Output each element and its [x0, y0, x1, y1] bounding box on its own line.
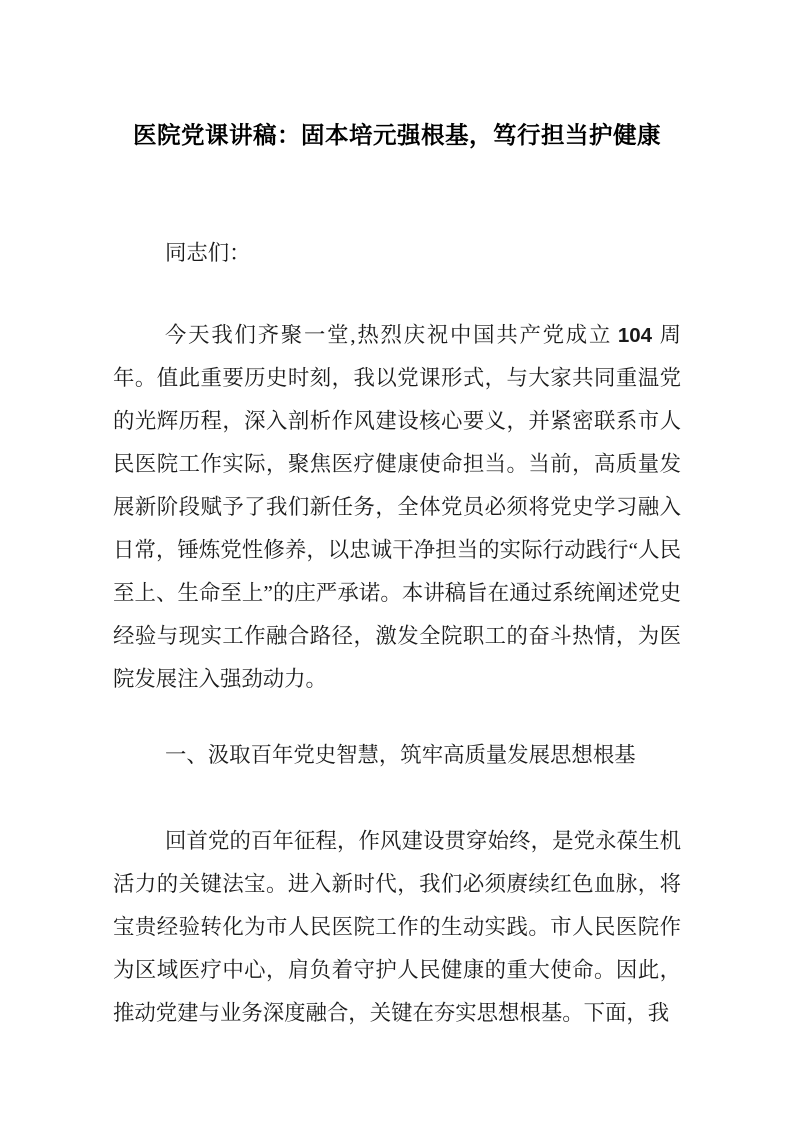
paragraph-intro	[113, 314, 681, 701]
anniversary-number: 104	[617, 324, 653, 347]
intro-text-before-number: 今天我们齐聚一堂,热烈庆祝中国共产党成立	[165, 323, 613, 347]
intro-text-after-number: 周年。值此重要历史时刻，我以党课形式，与大家共同重温党的光辉历程，深入剖析作风建设核心要义，并紧密联系市人民医院工作实际，聚焦医疗健康使命担当。当前，高质量发展新阶段赋予了我们新任务，全体党员必须将党史学习融入日常，锤炼党性修养，以忠诚干净担当的实际行动践行“人民至上、生命至上”的庄严承诺。本讲稿旨在通过系统阐述党史经验与现实工作融合路径，激发全院职工的奋斗热情，为医院发展注入强劲动力。	[113, 323, 681, 691]
document-title: 医院党课讲稿：固本培元强根基，笃行担当护健康	[133, 123, 661, 149]
section-heading-1: 一、汲取百年党史智慧，筑牢高质量发展思想根基	[165, 743, 636, 767]
salutation-line: 同志们：	[165, 241, 251, 265]
paragraph-section-1: 回首党的百年征程，作风建设贯穿始终，是党永葆生机活力的关键法宝。进入新时代，我们必须赓续红色血脉，将宝贵经验转化为市人民医院工作的生动实践。市人民医院作为区域医疗中心，肩负着守护人民健康的重大使命。因此，推动党建与业务深度融合，关键在夯实思想根基。下面，我	[113, 829, 681, 1025]
